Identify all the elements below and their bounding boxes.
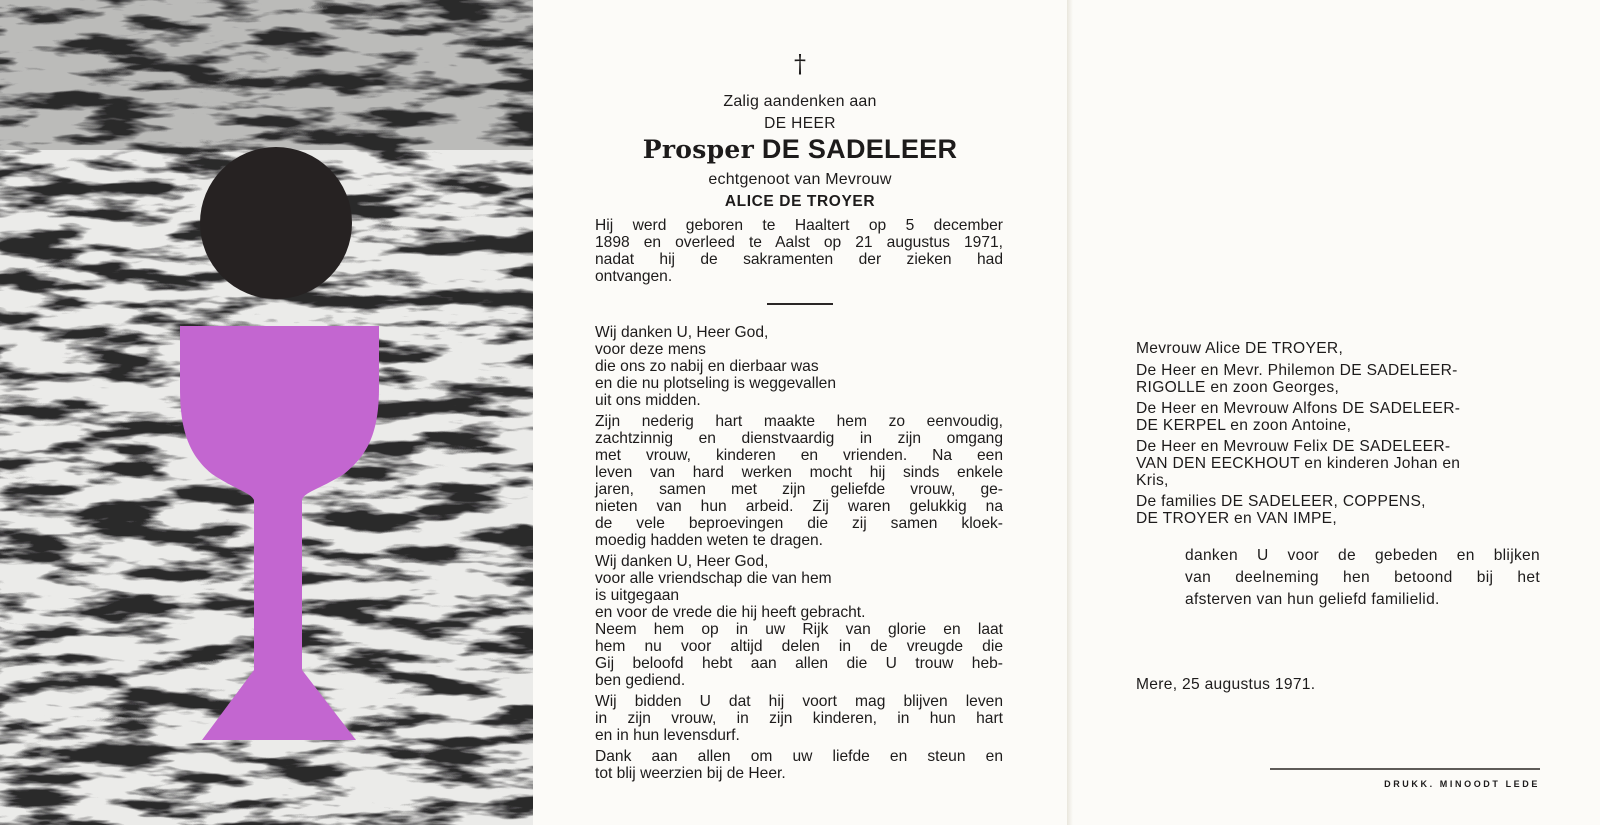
family-panel xyxy=(1067,0,1600,825)
prayer-line: leven van hard werken mocht hij sinds enkele xyxy=(595,464,1003,481)
prayer-line: die ons zo nabij en dierbaar was xyxy=(595,358,819,375)
prayer-line: nieten van hun arbeid. Zij waren gelukkig na xyxy=(595,498,1003,515)
spouse-name: ALICE DE TROYER xyxy=(724,193,876,210)
family-line: RIGOLLE en zoon Georges, xyxy=(1136,379,1340,396)
prayer-line: jaren, samen met zijn geliefde vrouw, ge- xyxy=(595,481,1003,498)
thanks-line: van deelneming hen betoond bij het xyxy=(1185,569,1540,586)
prayer-line: in zijn vrouw, in zijn kinderen, in hun hart xyxy=(595,710,1003,727)
last-name: DE SADELEER xyxy=(761,134,958,164)
thanks-line: afsterven van hun geliefd familielid. xyxy=(1185,591,1440,608)
prayer-line: Neem hem op in uw Rijk van glorie en laat xyxy=(595,621,1003,638)
bio-line: 1898 en overleed te Aalst op 21 augustus 1971, xyxy=(595,234,1003,251)
prayer-line: Gij beloofd hebt aan allen die U trouw heb- xyxy=(595,655,1003,672)
first-name: Prosper xyxy=(642,135,755,164)
cross-icon: † xyxy=(794,50,806,78)
deceased-name xyxy=(533,134,1067,165)
prayer-line: hem nu voor altijd delen in de vreugde die xyxy=(595,638,1003,655)
printer-credit: DRUKK. MINOODT LEDE xyxy=(1384,779,1540,789)
bio-line: ontvangen. xyxy=(595,268,673,285)
family-line: Mevrouw Alice DE TROYER, xyxy=(1136,340,1344,357)
prayer-line: en die nu plotseling is weggevallen xyxy=(595,375,837,392)
prayer-line: Wij danken U, Heer God, xyxy=(595,553,769,570)
family-line: VAN DEN EECKHOUT en kinderen Johan en xyxy=(1136,455,1461,472)
prayer-line: zachtzinnig en dienstvaardig in zijn omgang xyxy=(595,430,1003,447)
printer-rule xyxy=(1270,768,1540,770)
honorific: DE HEER xyxy=(764,115,836,132)
family-line: Kris, xyxy=(1136,472,1169,489)
host-circle xyxy=(200,147,352,299)
spouse-intro: echtgenoot van Mevrouw xyxy=(708,171,892,188)
prayer-line: Wij bidden U dat hij voort mag blijven leven xyxy=(595,693,1003,710)
bio-line: Hij werd geboren te Haaltert op 5 december xyxy=(595,217,1003,234)
bio-line: nadat hij de sakramenten der zieken had xyxy=(595,251,1003,268)
textured-background xyxy=(0,0,533,825)
prayer-line: voor deze mens xyxy=(595,341,706,358)
memorial-heading: Zalig aandenken aan xyxy=(723,93,877,110)
memorial-picture xyxy=(0,0,533,825)
prayer-line: met vrouw, kinderen en vrienden. Na een xyxy=(595,447,1003,464)
prayer-line: uit ons midden. xyxy=(595,392,701,409)
family-line: DE KERPEL en zoon Antoine, xyxy=(1136,417,1352,434)
divider xyxy=(767,303,833,305)
prayer-line: is uitgegaan xyxy=(595,587,680,604)
prayer-line: tot blij weerzien bij de Heer. xyxy=(595,765,786,782)
family-line: De Heer en Mevrouw Alfons DE SADELEER- xyxy=(1136,400,1461,417)
prayer-line: en in hun levensdurf. xyxy=(595,727,740,744)
family-line: DE TROYER en VAN IMPE, xyxy=(1136,510,1337,527)
family-line: De Heer en Mevr. Philemon DE SADELEER- xyxy=(1136,362,1458,379)
prayer-line: voor alle vriendschap die van hem xyxy=(595,570,832,587)
place-date: Mere, 25 augustus 1971. xyxy=(1136,676,1316,693)
fold-line xyxy=(1067,0,1073,825)
prayer-line: moedig hadden weten te dragen. xyxy=(595,532,824,549)
prayer-line: en voor de vrede die hij heeft gebracht. xyxy=(595,604,866,621)
prayer-line: ben gediend. xyxy=(595,672,686,689)
prayer-line: Dank aan allen om uw liefde en steun en xyxy=(595,748,1003,765)
prayer-line: de vele beproevingen die zij samen kloek- xyxy=(595,515,1003,532)
family-line: De families DE SADELEER, COPPENS, xyxy=(1136,493,1426,510)
prayer-line: Zijn nederig hart maakte hem zo eenvoudig, xyxy=(595,413,1003,430)
obituary-text-panel xyxy=(533,0,1067,825)
prayer-line: Wij danken U, Heer God, xyxy=(595,324,769,341)
family-line: De Heer en Mevrouw Felix DE SADELEER- xyxy=(1136,438,1451,455)
thanks-line: danken U voor de gebeden en blijken xyxy=(1185,547,1540,564)
